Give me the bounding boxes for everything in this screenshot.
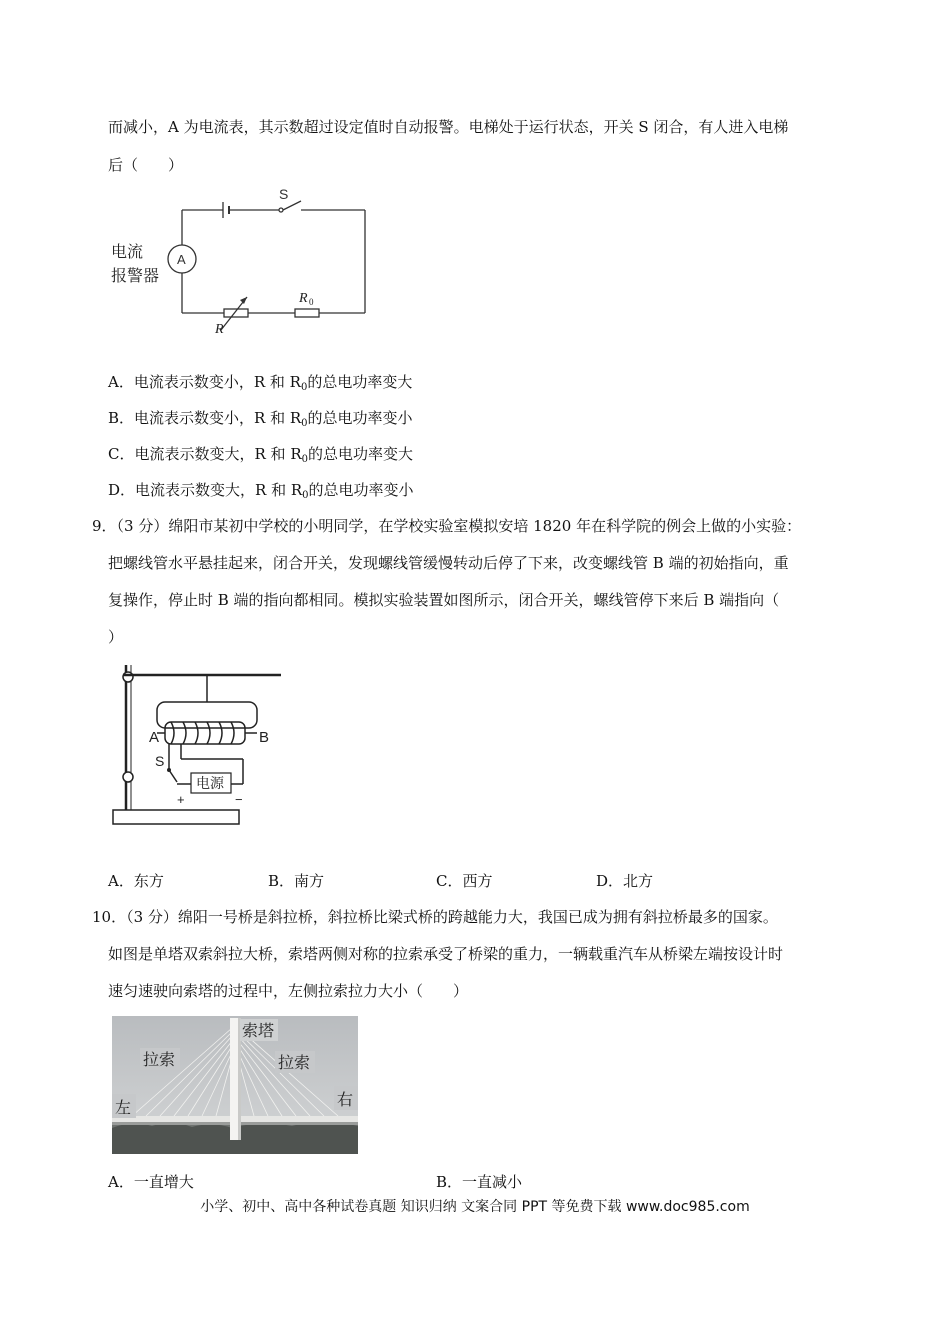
option-letter: B． <box>108 409 135 427</box>
alarm-circuit-diagram <box>105 185 375 345</box>
q10-text-line1: 10．（3 分）绵阳一号桥是斜拉桥，斜拉桥比梁式桥的跨越能力大，我国已成为拥有斜拉桥最多的国家。 <box>92 908 778 926</box>
rheostat-arrowhead <box>240 297 247 304</box>
cable-left-label: 拉索 <box>143 1050 176 1069</box>
option-letter: A． <box>108 373 134 391</box>
plus-terminal: + <box>177 792 185 807</box>
alarm-label-line1: 电流 <box>111 242 144 261</box>
minus-terminal: − <box>235 792 243 807</box>
end-a-label: A <box>149 729 160 746</box>
end-b-label: B <box>259 729 270 746</box>
option-subscript: 0 <box>301 418 308 429</box>
option-letter: D． <box>596 872 624 890</box>
option-letter: C． <box>108 445 135 463</box>
option-letter: B． <box>436 1173 463 1191</box>
ammeter-label: A <box>177 252 186 267</box>
option-letter: A． <box>108 872 134 890</box>
left-label: 左 <box>115 1098 132 1117</box>
r0-label: R <box>299 291 308 306</box>
option-text-end: 的总电功率变小 <box>307 409 413 427</box>
cable-right-label: 拉索 <box>278 1053 311 1072</box>
option-text: 电流表示数变大，R 和 R <box>135 481 303 499</box>
q8-option-c[interactable] <box>108 444 413 470</box>
option-text: 电流表示数变大，R 和 R <box>134 445 302 463</box>
q9-text-line1: 9．（3 分）绵阳市某初中学校的小明同学，在学校实验室模拟安培 1820 年在科学院的例会上做的小实验： <box>92 517 802 535</box>
solenoid-apparatus-diagram <box>105 660 285 835</box>
option-text: 北方 <box>623 872 654 890</box>
cable-stayed-bridge-photo <box>112 1016 358 1154</box>
switch-label: S <box>155 753 165 769</box>
option-text: 一直减小 <box>462 1173 523 1191</box>
q9-text-line2: 把螺线管水平悬挂起来，闭合开关，发现螺线管缓慢转动后停了下来，改变螺线管 B 端的初始指向，重 <box>108 554 789 572</box>
option-subscript: 0 <box>300 382 308 393</box>
q9-option-d[interactable] <box>596 871 653 891</box>
q10-option-b[interactable] <box>436 1172 522 1192</box>
q8-option-b[interactable] <box>108 408 413 434</box>
option-text: 电流表示数变小，R 和 R <box>133 373 301 391</box>
option-letter: D． <box>108 481 136 499</box>
q10-text-line2: 如图是单塔双索斜拉大桥，索塔两侧对称的拉索承受了桥梁的重力，一辆载重汽车从桥梁左端按设计时 <box>108 945 784 963</box>
option-letter: A． <box>108 1173 134 1191</box>
q9-option-b[interactable] <box>268 871 324 891</box>
option-text: 电流表示数变小，R 和 R <box>134 409 302 427</box>
option-letter: B． <box>268 872 295 890</box>
q10-text-line3: 速匀速驶向索塔的过程中，左侧拉索拉力大小（ ） <box>108 982 469 1000</box>
option-subscript: 0 <box>302 490 309 501</box>
option-text-end: 的总电功率变大 <box>307 445 413 463</box>
q8-text-line2: 后（ ） <box>108 156 184 174</box>
switch-label: S <box>279 186 289 202</box>
option-text: 南方 <box>294 872 325 890</box>
q9-text-line4: ） <box>108 628 124 646</box>
alarm-label-line2: 报警器 <box>111 266 160 285</box>
q9-option-c[interactable] <box>436 871 493 891</box>
option-text: 一直增大 <box>133 1173 194 1191</box>
option-text: 西方 <box>462 872 493 890</box>
q9-option-a[interactable] <box>108 871 164 891</box>
right-label: 右 <box>337 1090 354 1109</box>
tower-label: 索塔 <box>242 1021 275 1040</box>
q10-option-a[interactable] <box>108 1172 194 1192</box>
q9-text-line3: 复操作，停止时 B 端的指向都相同。模拟实验装置如图所示，闭合开关，螺线管停下来后 B 端指向（ <box>108 591 780 609</box>
option-subscript: 0 <box>301 454 308 465</box>
switch-pivot <box>167 768 171 772</box>
power-source-label: 电源 <box>196 776 224 792</box>
q8-option-d[interactable] <box>108 480 414 506</box>
q8-option-a[interactable] <box>108 372 412 398</box>
option-letter: C． <box>436 872 463 890</box>
option-text-end: 的总电功率变小 <box>308 481 414 499</box>
page-footer: 小学、初中、高中各种试卷真题 知识归纳 文案合同 PPT 等免费下载 www.doc985.com <box>200 1199 750 1215</box>
option-text: 东方 <box>133 872 164 890</box>
r0-subscript: 0 <box>309 297 314 307</box>
q8-text-line1: 而减小，A 为电流表，其示数超过设定值时自动报警。电梯处于运行状态，开关 S 闭合，有人进入电梯 <box>108 118 789 136</box>
rheostat-label: R <box>215 322 224 337</box>
option-text-end: 的总电功率变大 <box>307 373 413 391</box>
